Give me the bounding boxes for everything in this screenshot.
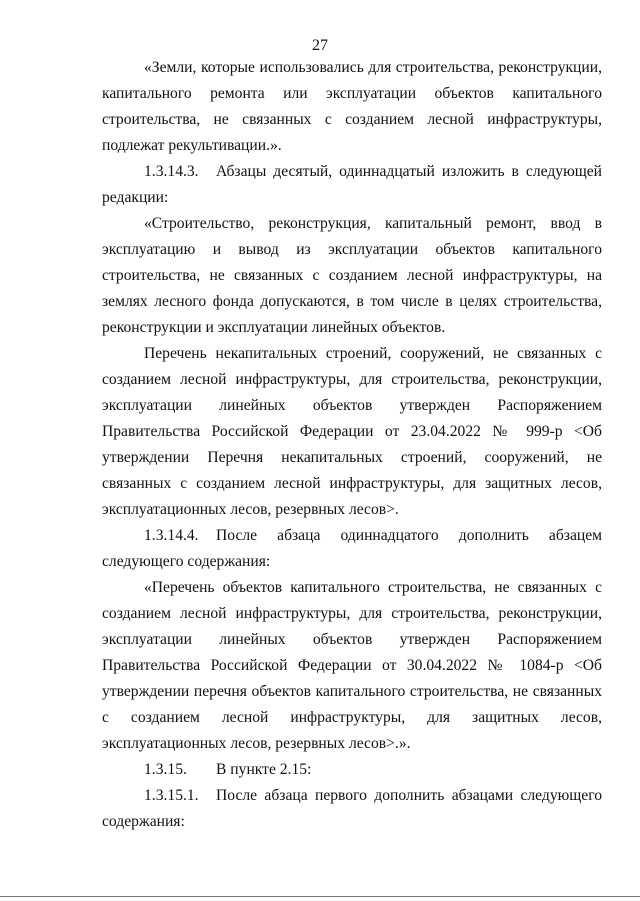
- item-number: 1.3.15.: [144, 761, 187, 778]
- scan-edge-line: [0, 896, 640, 897]
- item-1-3-15-1: [102, 783, 602, 835]
- page-number: 27: [312, 37, 328, 54]
- paragraph-land-reclamation: «Земли, которые использовались для строительства, реконструкции, капитального ремонта или эксплуатации объектов капитального строительства, не связанных с созданием лесной инфраструктуры, подлежат рекультивации.».: [102, 59, 602, 154]
- item-1-3-15: [102, 757, 602, 783]
- item-1-3-14-3: [102, 159, 602, 211]
- item-number: 1.3.14.4.: [144, 527, 199, 544]
- item-1-3-14-4: [102, 523, 602, 575]
- item-number: 1.3.15.1.: [144, 787, 199, 804]
- item-text: После абзаца первого дополнить абзацами следующего содержания:: [102, 787, 602, 830]
- paragraph-construction-allowed: «Строительство, реконструкция, капитальный ремонт, ввод в эксплуатацию и вывод из эксплуатации объектов капитального строительства, не связанных с созданием лесной инфраструктуры, на землях лесного фонда допускаются, в том числе в целях строительства, реконструкции и эксплуатации линейных объектов.: [102, 215, 602, 336]
- item-number: 1.3.14.3.: [144, 163, 199, 180]
- paragraph-non-capital-list: Перечень некапитальных строений, сооружений, не связанных с созданием лесной инфраструктуры, для строительства, реконструкции, эксплуатации линейных объектов утвержден Распоряжением Правительства Российской Федерации от 23.04.2022 № 999-р <Об утверждении Перечня некапитальных строений, сооружений, не связанных с созданием лесной инфраструктуры, для защитных лесов, эксплуатационных лесов, резервных лесов>.: [102, 345, 602, 518]
- paragraph-capital-list: «Перечень объектов капитального строительства, не связанных с созданием лесной инфраструктуры, для строительства, реконструкции, эксплуатации линейных объектов утвержден Распоряжением Правительства Российской Федерации от 30.04.2022 № 1084-р <Об утверждении перечня объектов капитального строительства, не связанных с созданием лесной инфраструктуры, для защитных лесов, эксплуатационных лесов, резервных лесов>.».: [102, 579, 602, 752]
- item-text: Абзацы десятый, одиннадцатый изложить в следующей редакции:: [102, 163, 602, 206]
- item-text: В пункте 2.15:: [216, 761, 312, 778]
- document-body: [102, 55, 602, 835]
- item-text: После абзаца одиннадцатого дополнить абзацем следующего содержания:: [102, 527, 602, 570]
